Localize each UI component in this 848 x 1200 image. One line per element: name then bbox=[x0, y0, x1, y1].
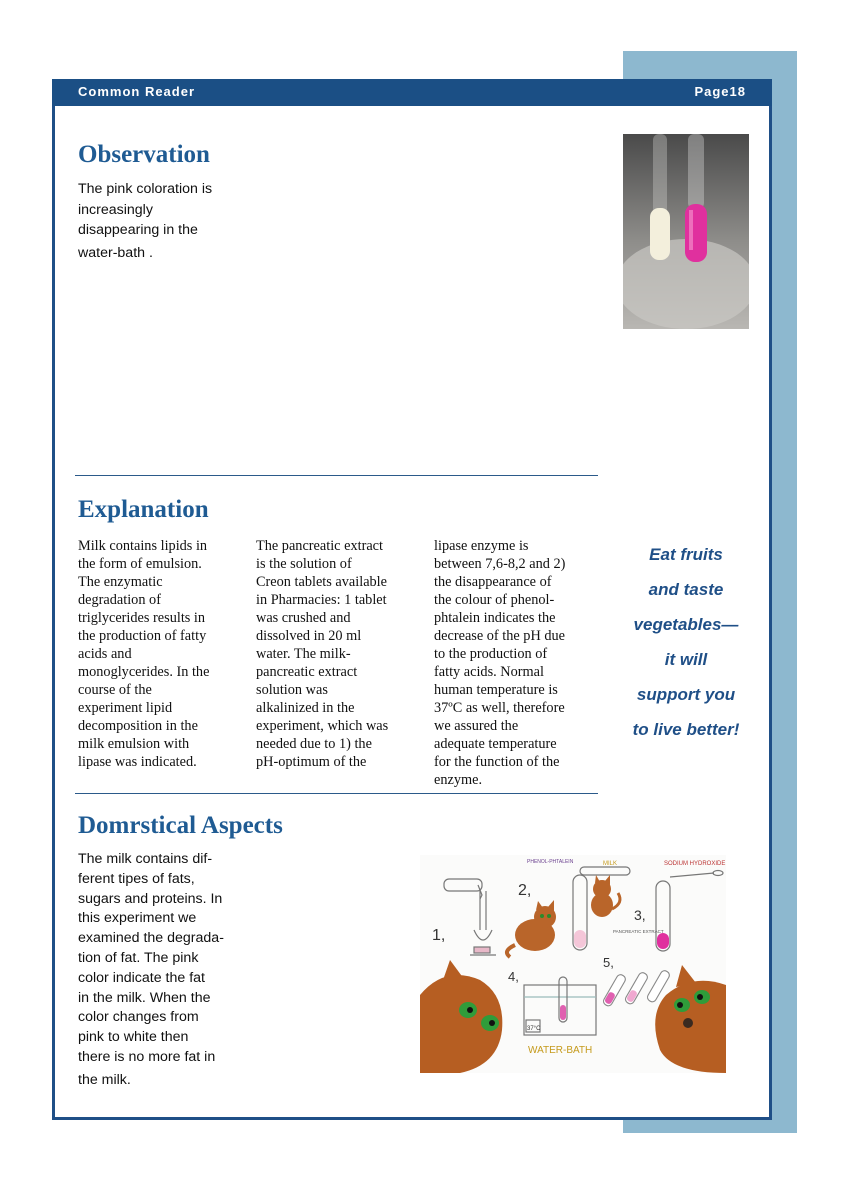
text-line: for the function of the bbox=[434, 754, 560, 770]
text-line: we assured the bbox=[434, 718, 519, 734]
text-line: color indicate the fat bbox=[78, 969, 205, 986]
text-line: phtalein indicates the bbox=[434, 610, 556, 626]
text-line: dissolved in 20 ml bbox=[256, 628, 362, 644]
text-line: Milk contains lipids in bbox=[78, 538, 208, 554]
text-line: is the solution of bbox=[256, 556, 352, 572]
text-line: pink to white then bbox=[78, 1029, 189, 1046]
text-line: was crushed and bbox=[256, 610, 351, 626]
quote-line: Eat fruits bbox=[649, 545, 723, 564]
text-line: solution was bbox=[256, 682, 328, 698]
text-line: course of the bbox=[78, 682, 152, 698]
text-line: alkalinized in the bbox=[256, 700, 355, 716]
milk-label: MILK bbox=[603, 861, 618, 867]
text-line: The pink coloration is bbox=[78, 181, 213, 197]
domestic-aspects-text bbox=[78, 850, 224, 1091]
thermometer-label: 37°C bbox=[527, 1026, 541, 1032]
quote-line: vegetables— bbox=[633, 615, 739, 634]
step-number: 1, bbox=[432, 927, 446, 944]
test-tubes-photo bbox=[623, 134, 749, 329]
text-line: milk emulsion with bbox=[78, 736, 190, 752]
domestic-aspects-heading: Domrstical Aspects bbox=[78, 812, 283, 839]
text-line: lipase enzyme is bbox=[434, 538, 529, 554]
text-line: experiment, which was bbox=[256, 718, 389, 734]
explanation-column-3 bbox=[434, 537, 602, 789]
text-line: human temperature is bbox=[434, 682, 558, 698]
text-line: degradation of bbox=[78, 592, 161, 608]
observation-text bbox=[78, 179, 212, 263]
text-line: between 7,6-8,2 and 2) bbox=[434, 556, 566, 572]
text-line: triglycerides results in bbox=[78, 610, 206, 626]
text-line: The pancreatic extract bbox=[256, 538, 383, 554]
water-bath-label: WATER-BATH bbox=[528, 1045, 593, 1056]
text-line: sugars and proteins. In bbox=[78, 890, 223, 907]
section-divider bbox=[75, 793, 598, 794]
experiment-drawing bbox=[420, 855, 726, 1073]
text-line: lipase was indicated. bbox=[78, 754, 197, 770]
text-line: adequate temperature bbox=[434, 736, 557, 752]
section-divider bbox=[75, 475, 598, 476]
text-line: pancreatic extract bbox=[256, 664, 358, 680]
text-line: the colour of phenol- bbox=[434, 592, 555, 608]
text-line: this experiment we bbox=[78, 910, 197, 927]
explanation-column-1 bbox=[78, 537, 246, 771]
phenolphtalein-label: PHENOL-PHTALEIN bbox=[527, 859, 574, 865]
text-line: The enzymatic bbox=[78, 574, 163, 590]
text-line: the form of emulsion. bbox=[78, 556, 202, 572]
text-line: fatty acids. Normal bbox=[434, 664, 544, 680]
pancreatic-extract-label: PANCREATIC EXTRACT bbox=[613, 929, 664, 934]
text-line: the production of fatty bbox=[78, 628, 207, 644]
text-line: examined the degrada- bbox=[78, 930, 224, 947]
text-line: water. The milk- bbox=[256, 646, 351, 662]
pull-quote bbox=[622, 537, 750, 747]
text-line: in the milk. When the bbox=[78, 989, 211, 1006]
text-line: needed due to 1) the bbox=[256, 736, 372, 752]
text-line: to the production of bbox=[434, 646, 548, 662]
observation-heading: Observation bbox=[78, 141, 210, 168]
text-line: there is no more fat in bbox=[78, 1048, 216, 1065]
text-line: the disappearance of bbox=[434, 574, 552, 590]
text-line: tion of fat. The pink bbox=[78, 949, 199, 966]
text-line: The milk contains dif- bbox=[78, 851, 213, 867]
text-line: experiment lipid bbox=[78, 700, 173, 716]
text-line: increasingly bbox=[78, 201, 153, 218]
quote-line: to live better! bbox=[632, 720, 740, 739]
text-line: disappearing in the bbox=[78, 222, 198, 238]
text-line: acids and bbox=[78, 646, 132, 662]
sodium-hydroxide-label: SODIUM HYDROXIDE bbox=[664, 861, 726, 867]
text-line: pH-optimum of the bbox=[256, 754, 367, 770]
step-number: 3, bbox=[634, 907, 646, 923]
text-line: Creon tablets available bbox=[256, 574, 388, 590]
explanation-heading: Explanation bbox=[78, 496, 209, 523]
step-number: 5, bbox=[603, 955, 614, 970]
text-line: enzyme. bbox=[434, 772, 483, 788]
text-line: water-bath . bbox=[78, 244, 153, 261]
step-number: 4, bbox=[508, 969, 519, 984]
page-number: Page18 bbox=[694, 84, 746, 99]
text-line: color changes from bbox=[78, 1009, 199, 1026]
quote-line: and taste bbox=[648, 580, 724, 599]
explanation-column-2 bbox=[256, 537, 424, 771]
text-line: 37ºC as well, therefore bbox=[434, 700, 565, 716]
step-number: 2, bbox=[518, 882, 532, 899]
text-line: in Pharmacies: 1 tablet bbox=[256, 592, 387, 608]
publication-title: Common Reader bbox=[78, 84, 196, 99]
text-line: the milk. bbox=[78, 1071, 131, 1088]
text-line: decrease of the pH due bbox=[434, 628, 565, 644]
quote-line: support you bbox=[636, 685, 736, 704]
text-line: ferent tipes of fats, bbox=[78, 870, 195, 887]
page-header bbox=[52, 79, 772, 106]
text-line: monoglycerides. In the bbox=[78, 664, 210, 680]
quote-line: it will bbox=[664, 650, 708, 669]
text-line: decomposition in the bbox=[78, 718, 198, 734]
